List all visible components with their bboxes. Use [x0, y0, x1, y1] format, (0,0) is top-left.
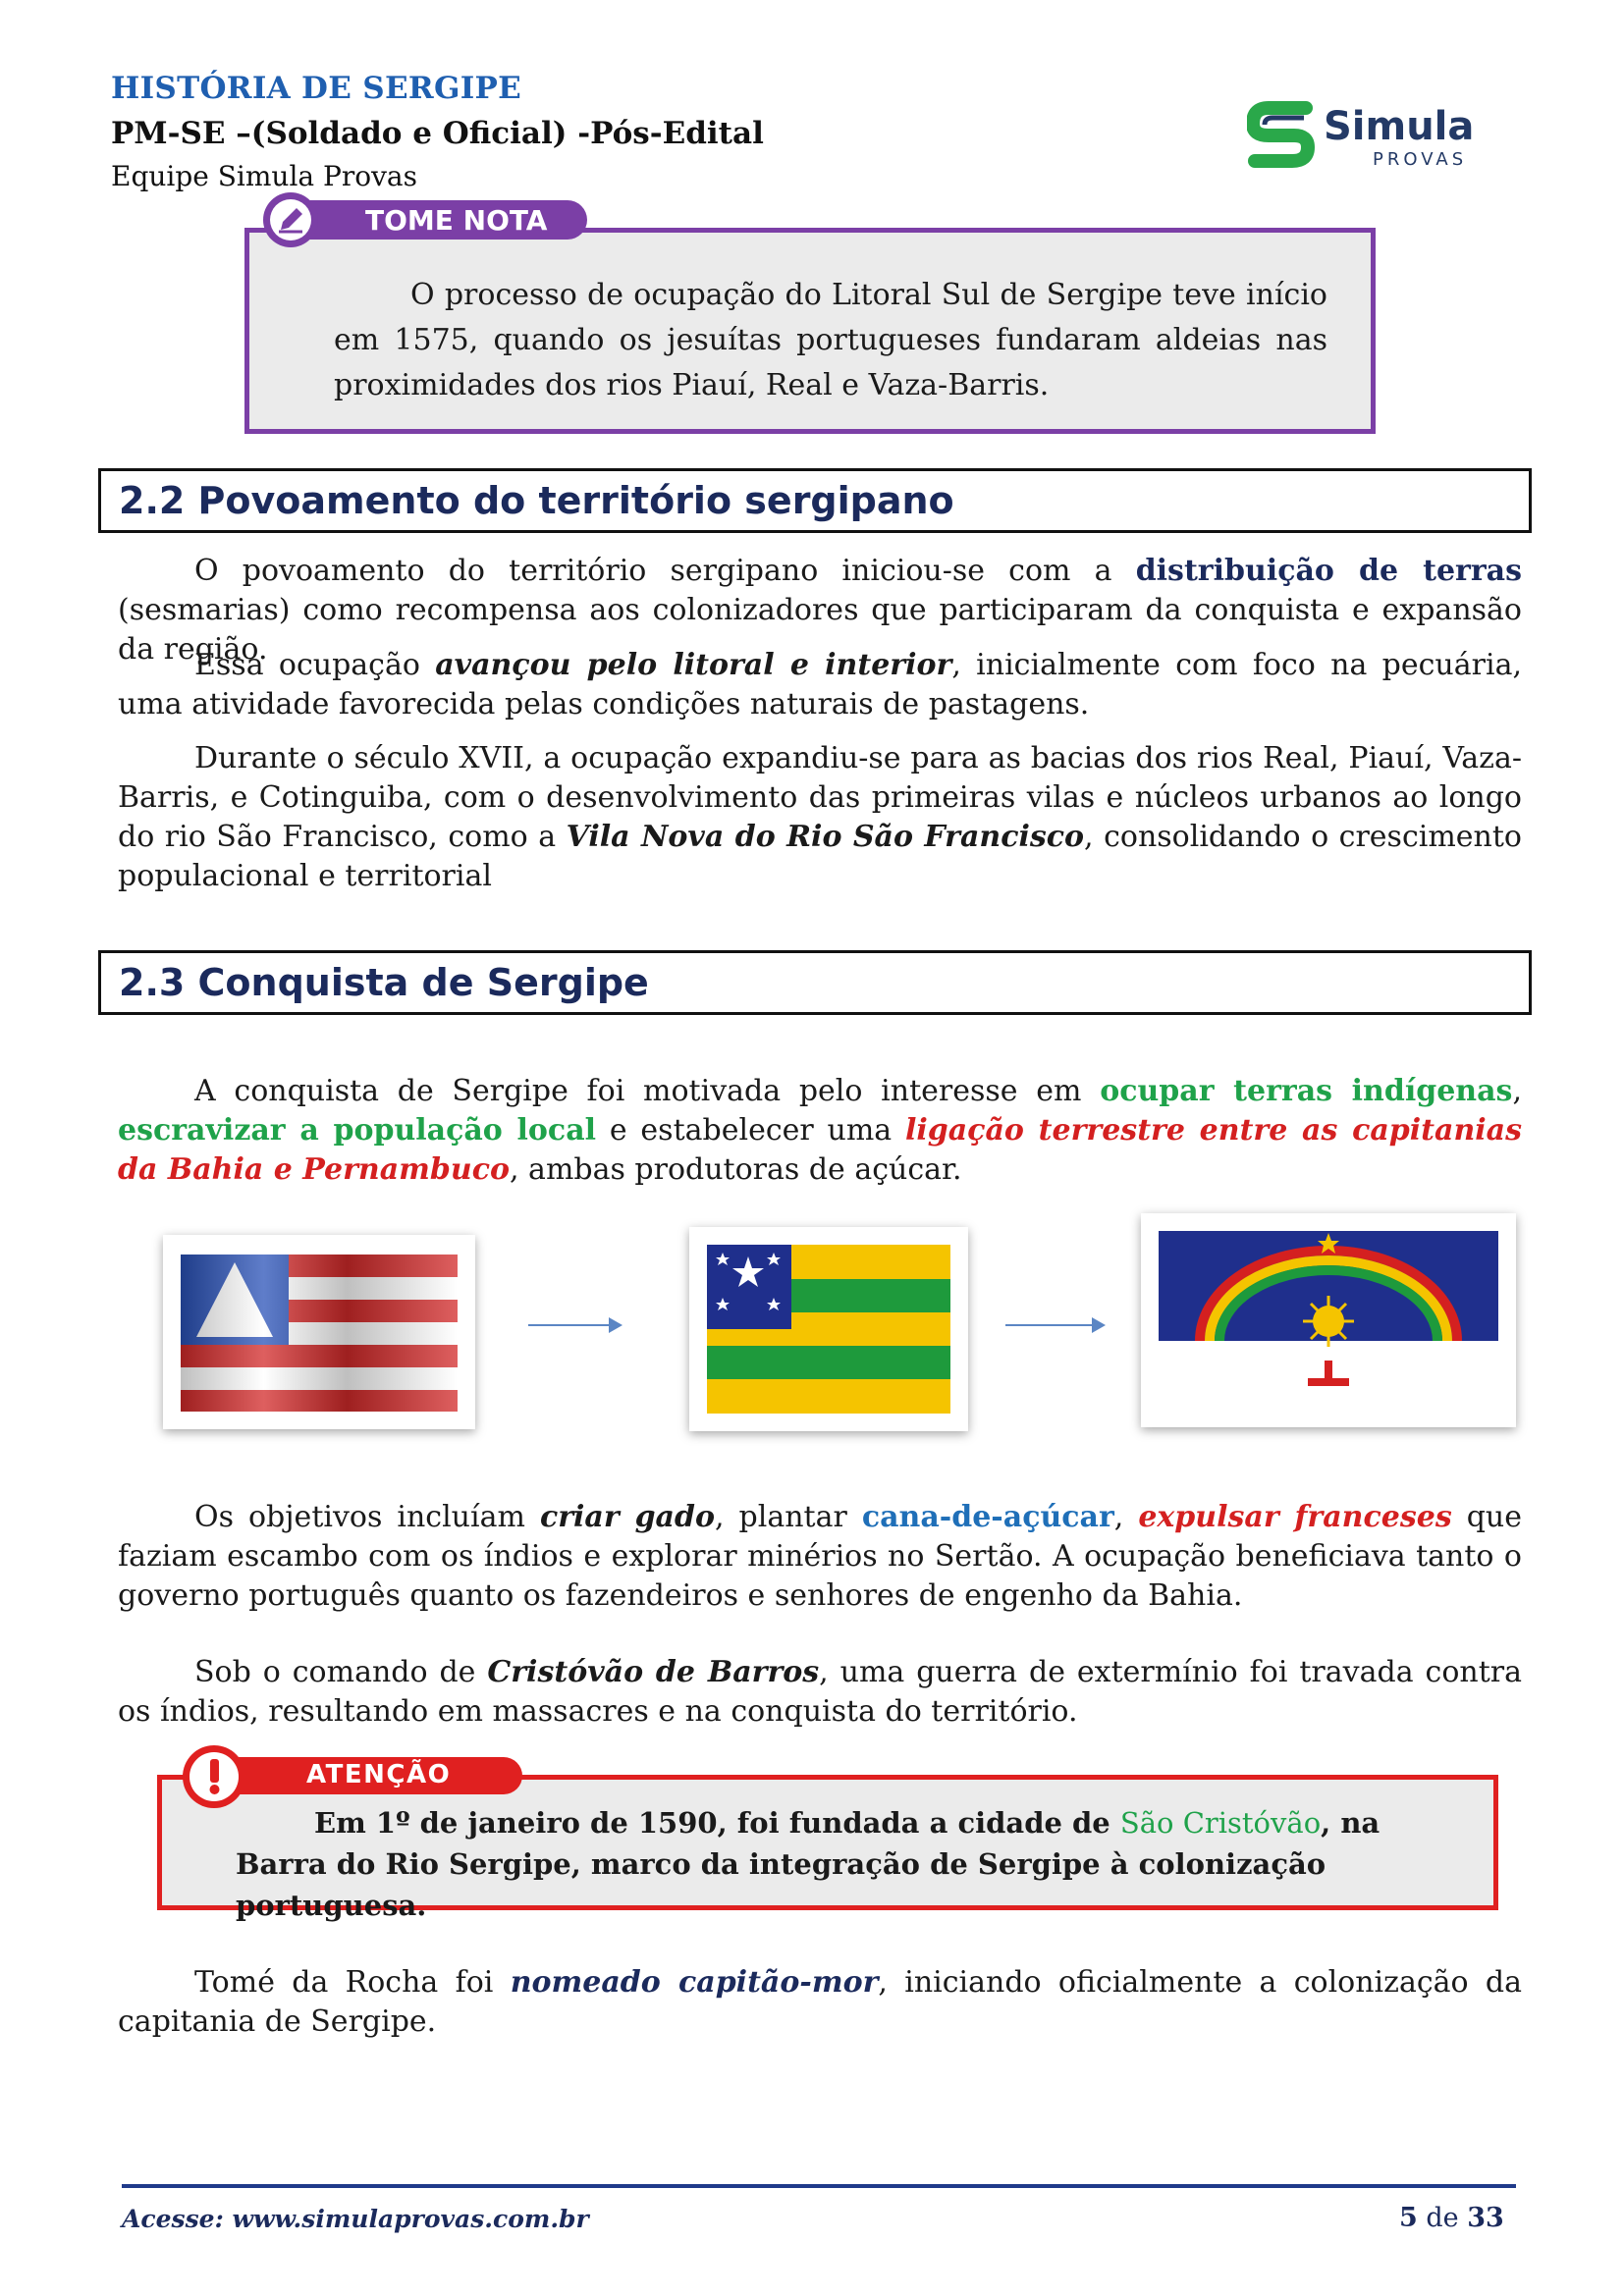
arrow-1	[528, 1324, 617, 1326]
doc-subject-title: HISTÓRIA DE SERGIPE	[111, 71, 522, 106]
para-2-3-1: A conquista de Sergipe foi motivada pelo interesse em ocupar terras indígenas, escravizar a população local e estabelecer uma ligação terrestre entre as capitanias da Bahia e Pernambuco, ambas produtoras de açúcar.	[118, 1074, 1522, 1187]
para-2-2-1: O povoamento do território sergipano iniciou-se com a distribuição de terras (sesmarias) como recompensa aos colonizadores que participaram da conquista e expansão da região.	[118, 554, 1522, 667]
arrow-2	[1005, 1324, 1100, 1326]
flag-sergipe	[689, 1227, 968, 1431]
logo-sub: PROVAS	[1373, 149, 1468, 170]
section-2-2-title: 2.2 Povoamento do território sergipano	[119, 479, 954, 522]
arrow-1-head	[609, 1317, 623, 1333]
doc-course-subtitle: PM-SE –(Soldado e Oficial) -Pós-Edital	[111, 116, 764, 151]
atencao-label: ATENÇÃO	[306, 1760, 452, 1789]
para-2-2-2: Essa ocupação avançou pelo litoral e interior, inicialmente com foco na pecuária, uma atividade favorecida pelas condições naturais de pastagens.	[118, 648, 1522, 721]
section-2-3-title: 2.3 Conquista de Sergipe	[119, 961, 649, 1004]
flag-bahia	[163, 1235, 475, 1429]
atencao-tab	[173, 1745, 526, 1808]
footer-site-link[interactable]: Acesse: www.simulaprovas.com.br	[122, 2205, 589, 2233]
footer-rule	[122, 2184, 1516, 2188]
exclamation-icon	[210, 1759, 219, 1783]
atencao-text: Em 1º de janeiro de 1590, foi fundada a cidade de São Cristóvão, na Barra do Rio Sergipe, marco da integração de Sergipe à colonização portuguesa.	[236, 1806, 1380, 1922]
simula-s-icon	[1247, 98, 1318, 173]
section-2-3-heading-box	[98, 950, 1532, 1015]
para-2-2-3: Durante o século XVII, a ocupação expandiu-se para as bacias dos rios Real, Piauí, Vaza-Barris, e Cotinguiba, com o desenvolvimento das primeiras vilas e núcleos urbanos ao longo do rio São Francisco, como a Vila Nova do Rio São Francisco, consolidando o crescimento populacional e territorial	[118, 741, 1522, 893]
flag-pernambuco	[1141, 1213, 1516, 1427]
para-2-3-2: Os objetivos incluíam criar gado, plantar cana-de-açúcar, expulsar franceses que faziam escambo com os índios e explorar minérios no Sertão. A ocupação beneficiava tanto o governo português quanto os fazendeiros e senhores de engenho da Bahia.	[118, 1500, 1523, 1613]
logo-word: Simula	[1324, 104, 1475, 149]
section-2-2-heading-box	[98, 468, 1532, 533]
para-2-3-4: Tomé da Rocha foi nomeado capitão-mor, iniciando oficialmente a colonização da capitania de Sergipe.	[118, 1965, 1522, 2039]
arrow-2-head	[1092, 1317, 1106, 1333]
tome-nota-label: TOME NOTA	[365, 204, 548, 237]
doc-author: Equipe Simula Provas	[111, 160, 417, 192]
page-number: 5 de 33	[1399, 2203, 1504, 2233]
tome-nota-tab	[257, 192, 591, 247]
tome-nota-text: O processo de ocupação do Litoral Sul de Sergipe teve início em 1575, quando os jesuítas portugueses fundaram aldeias nas proximidades dos rios Piauí, Real e Vaza-Barris.	[334, 278, 1327, 402]
simula-provas-logo	[1247, 98, 1502, 177]
para-2-3-3: Sob o comando de Cristóvão de Barros, uma guerra de extermínio foi travada contra os índios, resultando em massacres e na conquista do território.	[118, 1655, 1522, 1729]
